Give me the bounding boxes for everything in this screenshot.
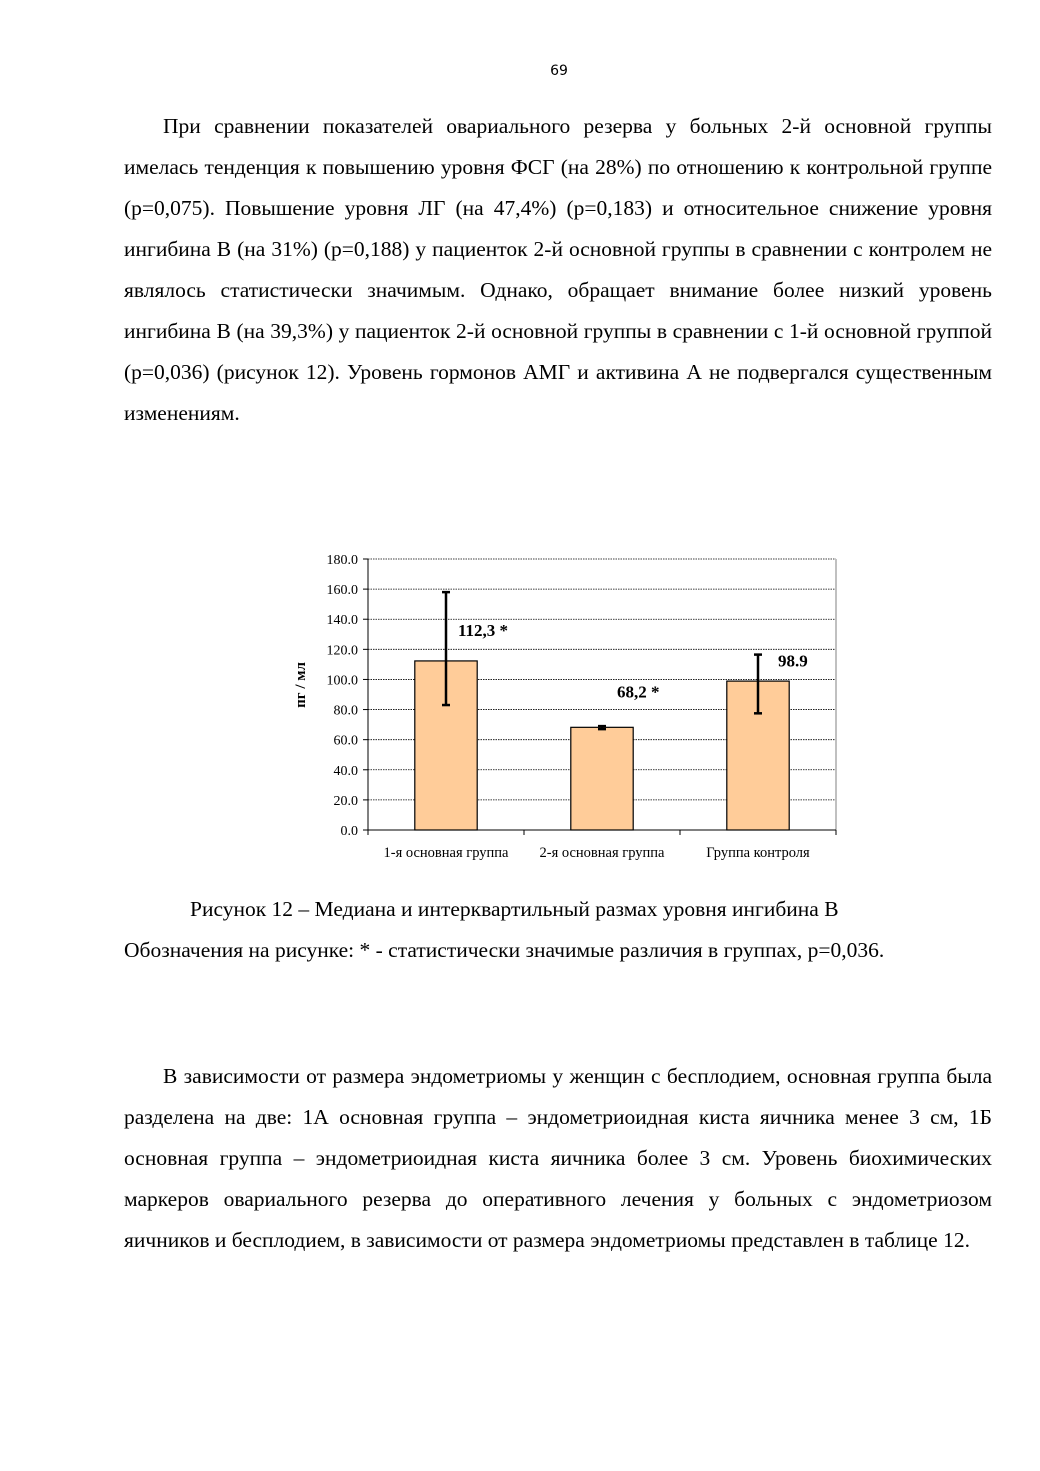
chart-y-tick-labels: [327, 553, 359, 839]
chart-x-tick-labels: [384, 845, 811, 861]
figure-caption-block: [124, 889, 992, 971]
chart-x-tick-label: 1-я основная группа: [383, 845, 509, 861]
chart-bar: [571, 727, 633, 830]
body-paragraph-2: В зависимости от размера эндометриомы у женщин с бесплодием, основная группа была разделена на две: 1А основная группа – эндометриоидная киста яичника менее 3 см, 1Б основная группа – эндометриоидная киста яичника более 3 см. Уровень биохимических маркеров овариального резерва до оперативного лечения у больных с эндометриозом яичников и бесплодием, в зависимости от размера эндометриомы представлен в таблице 12.: [124, 1064, 992, 1252]
chart-x-tick-label: Группа контроля: [706, 845, 810, 861]
chart-y-tick-label: 40.0: [333, 763, 358, 779]
chart-y-tick-label: 20.0: [333, 793, 358, 809]
body-paragraph-1: При сравнении показателей овариального резерва у больных 2-й основной группы имелась тенденция к повышению уровня ФСГ (на 28%) по отношению к контрольной группе (р=0,075). Повышение уровня ЛГ (на 47,4%) (р=0,183) и относительное снижение уровня ингибина В (на 31%) (р=0,188) у пациенток 2-й основной группы в сравнении с контролем не являлось статистически значимым. Однако, обращает внимание более низкий уровень ингибина В (на 39,3%) у пациенток 2-й основной группы в сравнении с 1-й основной группой (р=0,036) (рисунок 12). Уровень гормонов АМГ и активина А не подвергался существенным изменениям.: [124, 114, 992, 425]
chart-y-tick-label: 60.0: [333, 733, 358, 749]
chart-y-tick-label: 140.0: [326, 613, 358, 629]
chart-error-bars: [442, 592, 762, 729]
inhibin-b-bar-chart: [270, 545, 860, 875]
chart-data-label: 68,2 *: [617, 682, 660, 702]
chart-y-tick-label: 160.0: [326, 583, 358, 599]
chart-data-label: 112,3 *: [458, 620, 509, 640]
chart-y-tick-label: 80.0: [333, 703, 358, 719]
figure-caption: Рисунок 12 – Медиана и интерквартильный размах уровня ингибина В: [190, 897, 839, 921]
chart-x-tick-label: 2-я основная группа: [539, 845, 665, 861]
chart-y-tick-label: 120.0: [326, 643, 358, 659]
figure-notes: Обозначения на рисунке: * - статистически значимые различия в группах, р=0,036.: [124, 938, 885, 962]
chart-bars: [415, 661, 789, 830]
chart-y-axis-label: пг / мл: [293, 662, 309, 708]
chart-y-tick-label: 180.0: [326, 553, 358, 568]
chart-y-tick-label: 0.0: [340, 824, 358, 839]
chart-data-label: 98.9: [778, 651, 808, 671]
page-number: 69: [550, 63, 568, 79]
chart-y-tick-label: 100.0: [326, 673, 358, 689]
